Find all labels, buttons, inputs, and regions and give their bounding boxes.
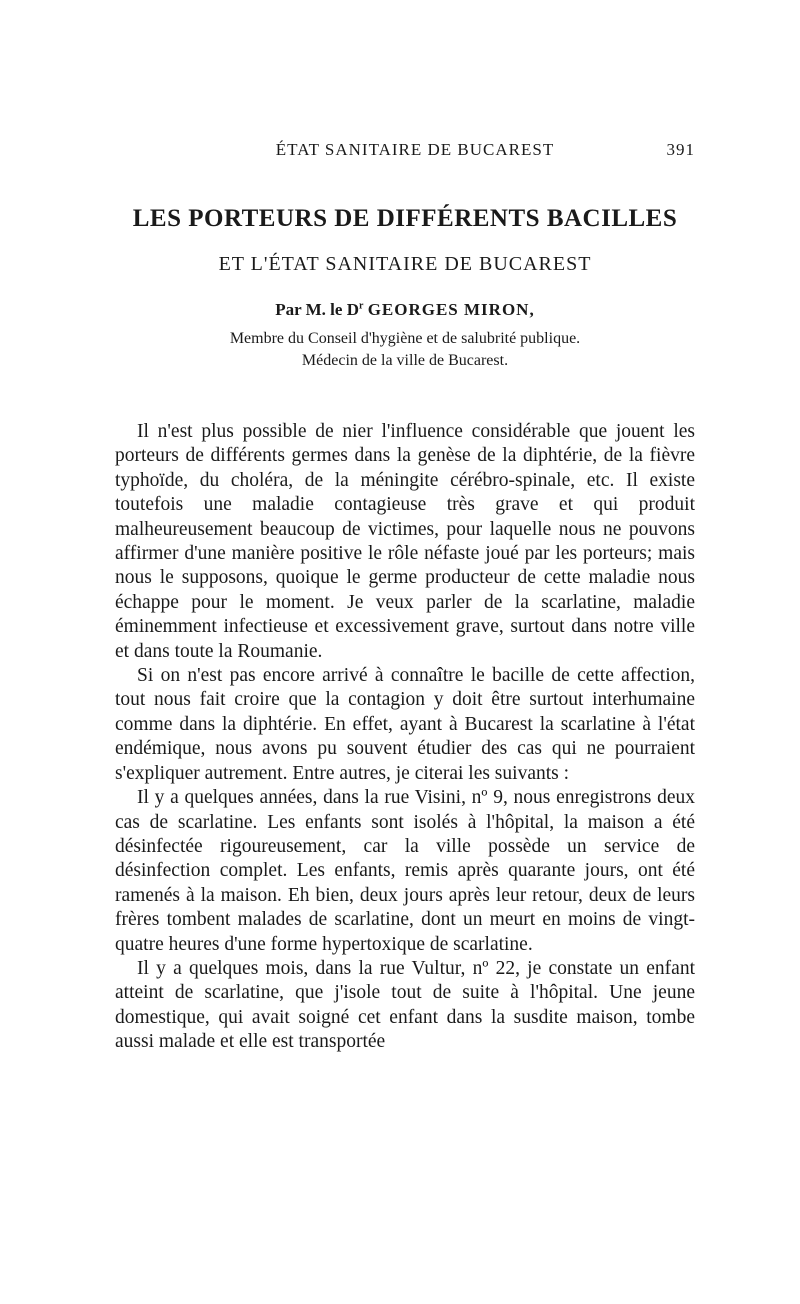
author-name: GEORGES MIRON, xyxy=(367,300,535,319)
author-prefix: Par M. le $D^r$ xyxy=(275,300,364,319)
paragraph: Si on n'est pas encore arrivé à connaître le bacille de cette affection, tout nous fait croire que la contagion y doit être surtout interhumaine comme dans la diphtérie. En effet, ayant à Bucarest la scarlatine à l'état endémique, nous avons pu souvent étudier des cas qui ne pourraient s'expliquer autrement. Entre autres, je citerai les suivants : xyxy=(115,665,695,784)
author-line xyxy=(110,300,700,320)
page-number: 391 xyxy=(666,140,695,159)
paragraph: Il y a quelques années, dans la rue Visini, nº 9, nous enregistrons deux cas de scarlatine. Les enfants sont isolés à l'hôpital, la maison a été désinfectée rigoureusement, car la ville possède un service de désinfection complet. Les enfants, remis après quarante jours, ont été ramenés à la maison. Eh bien, deux jours après leur retour, deux de leurs frères tombent malades de scarlatine, dont un meurt en moins de vingt-quatre heures d'une forme hypertoxique de scarlatine. xyxy=(115,787,695,955)
running-header xyxy=(115,140,695,160)
article-title: LES PORTEURS DE DIFFÉRENTS BACILLES xyxy=(132,205,678,232)
author-affiliation-2: Médecin de la ville de Bucarest. xyxy=(301,352,509,369)
article-heading xyxy=(110,205,700,372)
author-affiliation-1: Membre du Conseil d'hygiène et de salubrité publique. xyxy=(229,330,581,347)
author-superscript: r xyxy=(358,300,364,312)
paragraph: Il y a quelques mois, dans la rue Vultur, nº 22, je constate un enfant atteint de scarlatine, que j'isole tout de suite à l'hôpital. Une jeune domestique, qui avait soigné cet enfant dans la susdite maison, tombe aussi malade et elle est transportée xyxy=(115,957,695,1053)
article-body xyxy=(115,420,695,1055)
paragraph: Il n'est plus possible de nier l'influence considérable que jouent les porteurs de différents germes dans la genèse de la diphtérie, de la fièvre typhoïde, du choléra, de la méningite cérébro-spinale, etc. Il existe toutefois une maladie contagieuse très grave et qui produit malheureusement beaucoup de victimes, pour laquelle nous ne pouvons affirmer d'une manière positive le rôle néfaste joué par les porteurs; mais nous le supposons, quoique le germe producteur de cette maladie nous échappe pour le moment. Je veux parler de la scarlatine, maladie éminemment infectieuse et excessivement grave, surtout dans notre ville et dans toute la Roumanie. xyxy=(115,421,695,662)
article-subtitle: ET L'ÉTAT SANITAIRE DE BUCAREST xyxy=(218,253,592,275)
running-title: ÉTAT SANITAIRE DE BUCAREST xyxy=(275,140,555,159)
